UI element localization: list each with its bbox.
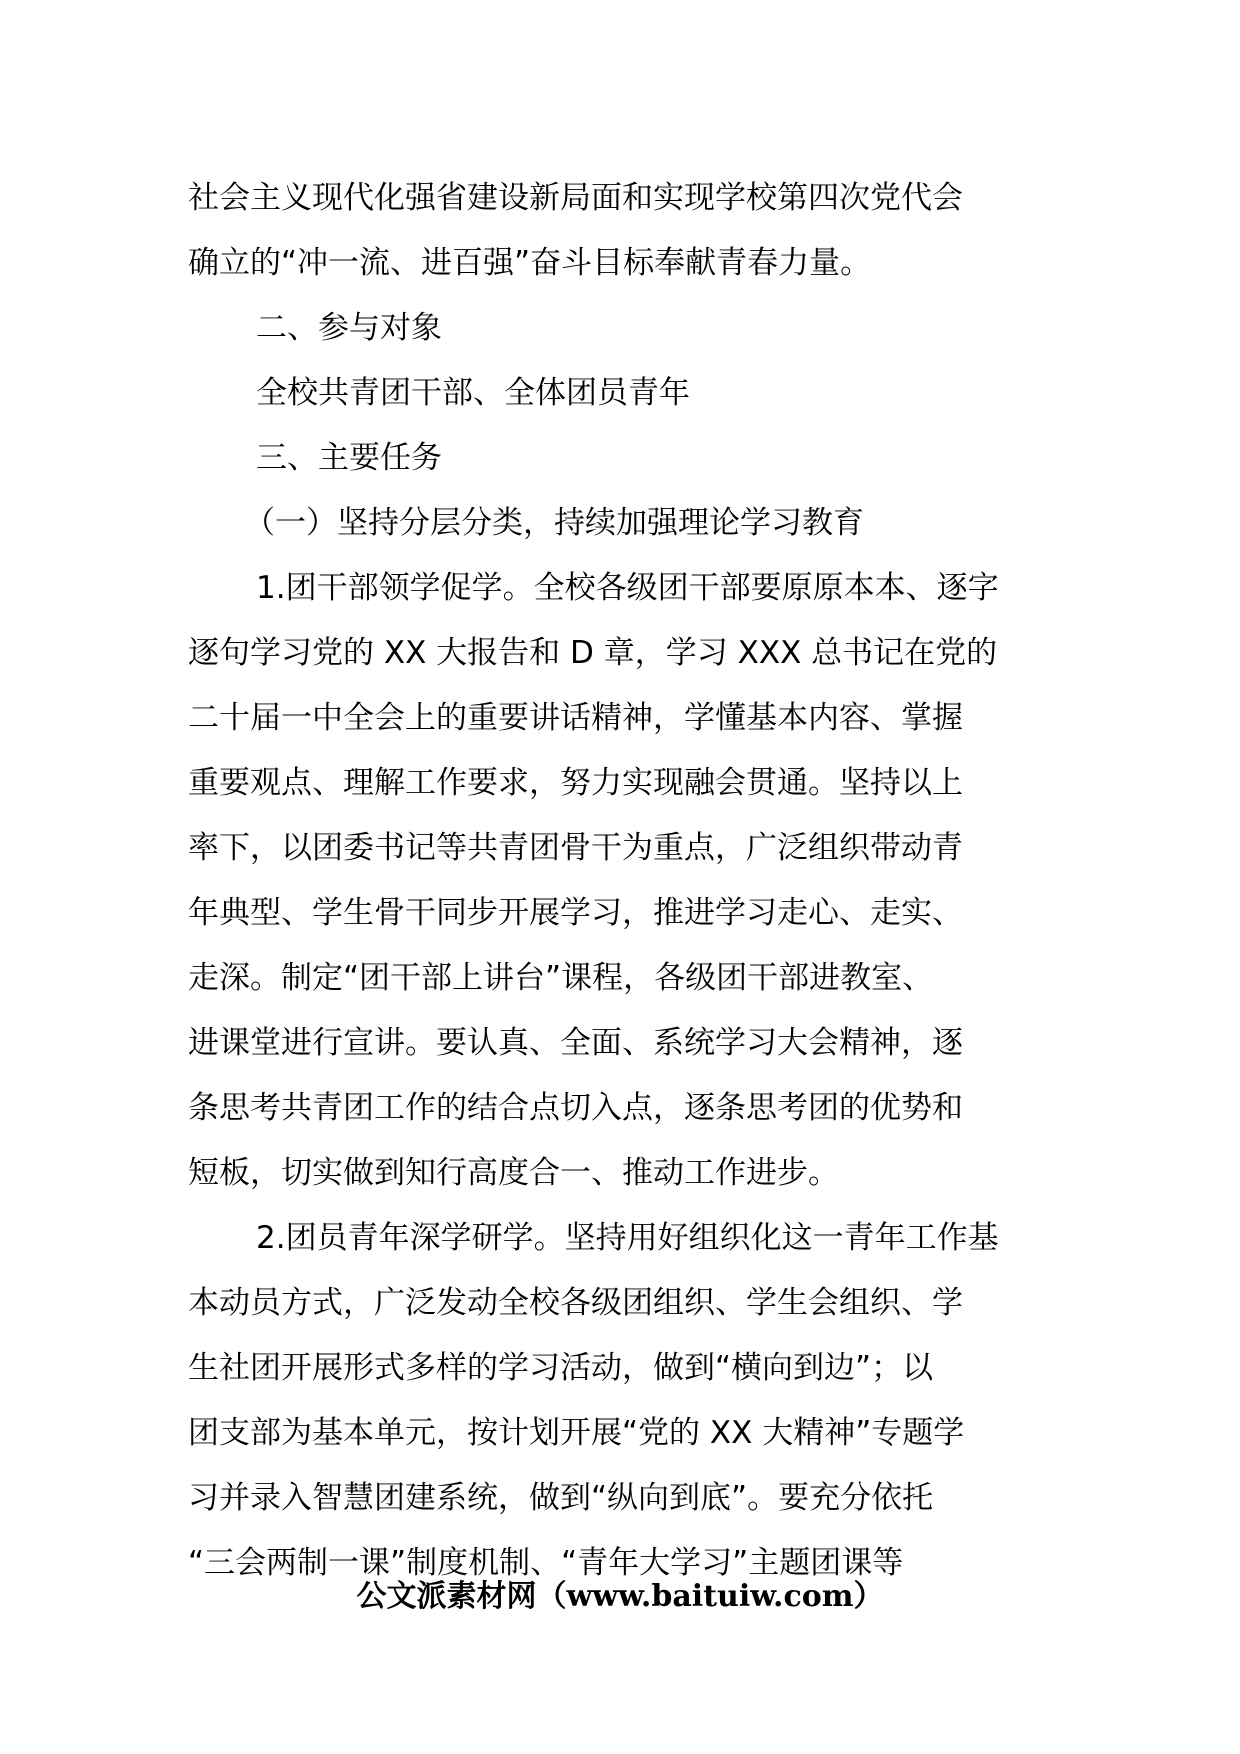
body-line: 全校共青团干部、全体团员青年 bbox=[256, 375, 690, 411]
body-line: 本动员方式，广泛发动全校各级团组织、学生会组织、学 bbox=[188, 1285, 963, 1321]
body-line: 年典型、学生骨干同步开展学习，推进学习走心、走实、 bbox=[188, 895, 963, 931]
body-line: 二十届一中全会上的重要讲话精神，学懂基本内容、掌握 bbox=[188, 700, 963, 736]
subsection-heading: （一）坚持分层分类，持续加强理论学习教育 bbox=[244, 505, 864, 541]
section-heading: 二、参与对象 bbox=[256, 310, 442, 346]
body-line: “三会两制一课”制度机制、“青年大学习”主题团课等 bbox=[188, 1545, 904, 1581]
body-line: 社会主义现代化强省建设新局面和实现学校第四次党代会 bbox=[188, 180, 963, 216]
body-line: 短板，切实做到知行高度合一、推动工作进步。 bbox=[188, 1155, 839, 1191]
body-line: 重要观点、理解工作要求，努力实现融会贯通。坚持以上 bbox=[188, 765, 963, 801]
body-line: 率下，以团委书记等共青团骨干为重点，广泛组织带动青 bbox=[188, 830, 963, 866]
body-line: 1.团干部领学促学。全校各级团干部要原原本本、逐字 bbox=[256, 570, 999, 606]
body-line: 进课堂进行宣讲。要认真、全面、系统学习大会精神，逐 bbox=[188, 1025, 963, 1061]
footer-watermark-text: 公文派素材网（www.baituiw.com） bbox=[356, 1579, 884, 1614]
section-heading: 三、主要任务 bbox=[256, 440, 442, 476]
body-line: 2.团员青年深学研学。坚持用好组织化这一青年工作基 bbox=[256, 1220, 999, 1256]
body-line: 团支部为基本单元，按计划开展“党的 XX 大精神”专题学 bbox=[188, 1415, 965, 1451]
body-line: 习并录入智慧团建系统，做到“纵向到底”。要充分依托 bbox=[188, 1480, 934, 1516]
document-body bbox=[188, 166, 1068, 1596]
body-line: 逐句学习党的 XX 大报告和 D 章，学习 XXX 总书记在党的 bbox=[188, 635, 998, 671]
body-line: 走深。制定“团干部上讲台”课程，各级团干部进教室、 bbox=[188, 960, 934, 996]
body-line: 条思考共青团工作的结合点切入点，逐条思考团的优势和 bbox=[188, 1090, 963, 1126]
body-line: 生社团开展形式多样的学习活动，做到“横向到边”；以 bbox=[188, 1350, 934, 1386]
body-line: 确立的“冲一流、进百强”奋斗目标奉献青春力量。 bbox=[188, 245, 872, 281]
